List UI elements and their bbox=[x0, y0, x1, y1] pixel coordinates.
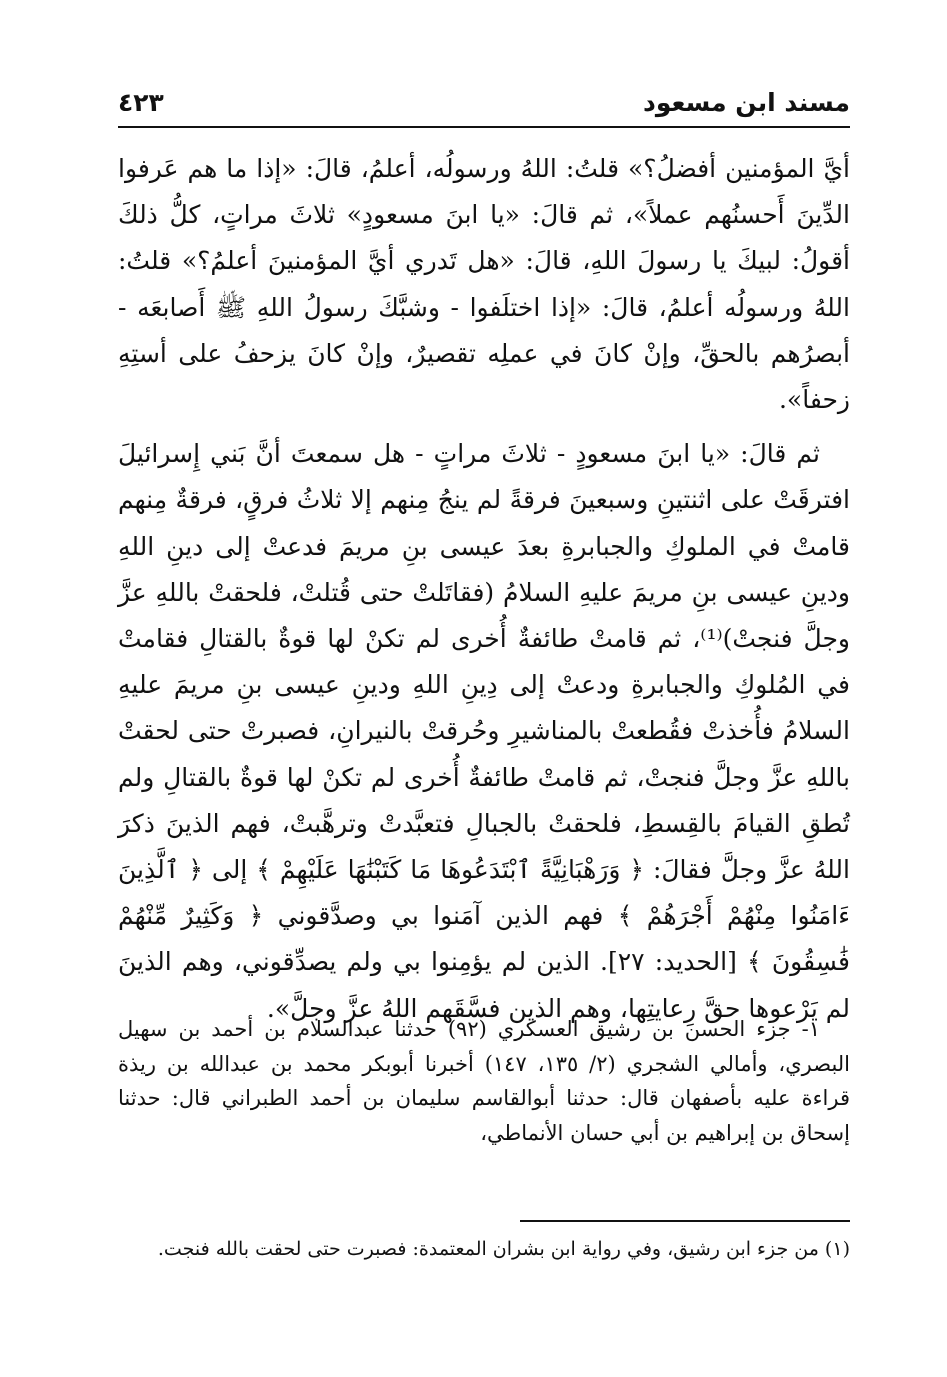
main-text bbox=[118, 146, 850, 1032]
page-number: ٤٢٣ bbox=[118, 88, 164, 117]
book-page bbox=[118, 84, 850, 1324]
paragraph: أيَّ المؤمنين أفضلُ؟» قلتُ: اللهُ ورسولُه، أعلمُ، قالَ: «إذا ما هم عَرفوا الدِّينَ أَحسنُهم عملاً»، ثم قالَ: «يا ابنَ مسعودٍ» ثلاثَ مراتٍ، كلُّ ذلكَ أقولُ: لبيكَ يا رسولَ اللهِ، قالَ: «هل تَدري أيَّ المؤمنينَ أعلمُ؟» قلتُ: اللهُ ورسولُه أعلمُ، قالَ: «إذا اختلَفوا - وشبَّكَ رسولُ اللهِ ﷺ أَصابعَه - أبصرُهم بالحقِّ، وإنْ كانَ في عملِه تقصيرٌ، وإنْ كانَ يزحفُ على أستِهِ زحفاً». bbox=[118, 154, 850, 415]
footnote: (١) من جزء ابن رشيق، وفي رواية ابن بشران المعتمدة: فصبرت حتى لحقت بالله فنجت. bbox=[157, 1238, 850, 1260]
footnote-divider bbox=[520, 1220, 850, 1222]
running-header bbox=[118, 84, 850, 122]
takhrij-note: ١- جزء الحسن بن رشيق العسكري (٩٢) حدثنا عبدالسلام بن أحمد بن سهيل البصري، وأمالي الشجري (٢/ ١٣٥، ١٤٧) أخبرنا أبوبكر محمد بن عبدالله بن ريذة قراءة عليه بأصفهان قال: حدثنا أبوالقاسم سليمان بن أحمد الطبراني قال: حدثنا إسحاق بن إبراهيم بن أبي حسان الأنماطي، bbox=[118, 1017, 851, 1145]
header-divider bbox=[118, 126, 850, 128]
paragraph: ثم قالَ: «يا ابنَ مسعودٍ - ثلاثَ مراتٍ - هل سمعتَ أنَّ بَني إِسرائيلَ افترقَتْ على اثنتينِ وسبعينَ فرقةً لم ينجُ مِنهم إلا ثلاثُ فرقٍ، فرقةٌ مِنهم قامتْ في الملوكِ والجبابرةِ بعدَ عيسى بنِ مريمَ فدعتْ إلى دينِ اللهِ ودينِ عيسى بنِ مريمَ عليهِ السلامُ (فقاتَلتْ حتى قُتلتْ، فلحقتْ باللهِ عزَّ وجلَّ فنجتْ)⁽¹⁾، ثم قامتْ طائفةٌ أُخرى لم تكنْ لها قوةٌ بالقتالِ فقامتْ في المُلوكِ والجبابرةِ ودعتْ إلى دِينِ اللهِ ودينِ عيسى بنِ مريمَ عليهِ السلامُ فأُخذتْ فقُطعتْ بالمناشيرِ وحُرقتْ بالنيرانِ، فصبرتْ حتى لحقتْ باللهِ عزَّ وجلَّ فنجتْ، ثم قامتْ طائفةٌ أُخرى لم تكنْ لها قوةٌ بالقتالِ ولم تُطقِ القيامَ بالقِسطِ، فلحقتْ بالجبالِ فتعبَّدتْ وترهَّبتْ، فهم الذينَ ذكرَ اللهُ عزَّ وجلَّ فقالَ: ﴿ وَرَهْبَانِيَّةً ٱبْتَدَعُوهَا مَا كَتَبْنَٰهَا عَلَيْهِمْ ﴾ إلى ﴿ ٱلَّذِينَ ءَامَنُوا مِنْهُمْ أَجْرَهُمْ ﴾ فهم الذين آمَنوا بي وصدَّقوني ﴿ وَكَثِيرٌ مِّنْهُمْ فَٰسِقُونَ ﴾ [الحديد: ٢٧]. الذين لم يؤمِنوا بي ولم يصدِّقوني، وهم الذينَ لم يَرْعوها حقَّ رِعايتِها، وهم الذين فسَّقَهم اللهُ عزَّ وجلَّ». bbox=[118, 439, 850, 1023]
book-title: مسند ابن مسعود bbox=[643, 88, 850, 117]
